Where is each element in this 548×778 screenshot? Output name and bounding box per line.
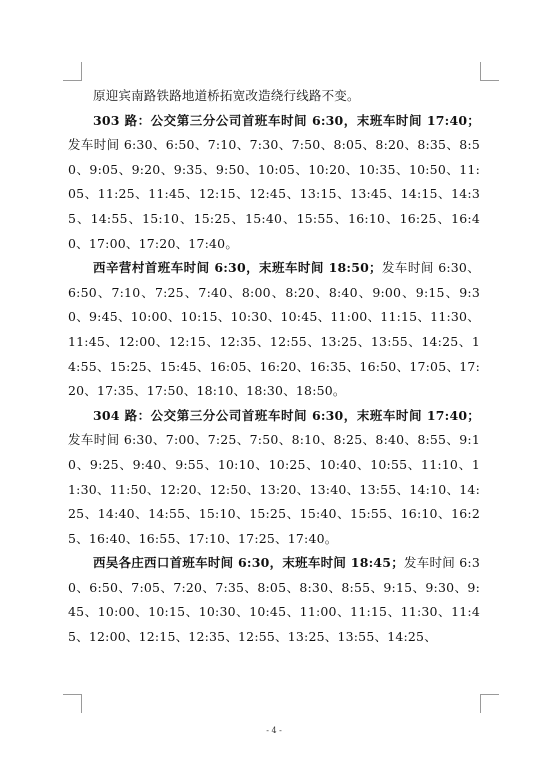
schedule-heading: 303 路：公交第三分公司首班车时间 6:30，末班车时间 17:40； [93, 112, 480, 128]
schedule-times: 发车时间 6:30、6:50、7:05、7:20、7:35、8:05、8:30、8:55、9:15、9:30、9:45、10:00、10:15、10:30、10:45、11:00、11:15、11:30、11:45、12:00、12:15、12:35、12:55、13:25、13:55、14:25、 [68, 555, 480, 645]
schedule-times: 发车时间 6:30、6:50、7:10、7:30、7:50、8:05、8:20、8:35、8:50、9:05、9:20、9:35、9:50、10:05、10:20、10:35、10:50、11:05、11:25、11:45、12:15、12:45、13:15、13:45、14:15、14:35、14:55、15:10、15:25、15:40、15:55、16:10、16:25、16:40、17:00、17:20、17:40。 [68, 137, 480, 251]
crop-mark-bottom-left [63, 694, 82, 713]
route-304-depot-schedule [68, 404, 480, 552]
route-304-xiwugezhuang-schedule [68, 551, 480, 649]
route-303-xixinying-schedule [68, 256, 480, 404]
schedule-heading: 西辛营村首班车时间 6:30，末班车时间 18:50； [93, 260, 382, 276]
page-number: - 4 - [266, 726, 282, 735]
schedule-times: 发车时间 6:30、6:50、7:10、7:25、7:40、8:00、8:20、8:40、9:00、9:15、9:30、9:45、10:00、10:15、10:30、10:45、11:00、11:15、11:30、11:45、12:00、12:15、12:35、12:55、13:25、13:55、14:25、14:55、15:25、15:45、16:05、16:20、16:35、16:50、17:05、17:20、17:35、17:50、18:10、18:30、18:50。 [68, 260, 481, 399]
schedule-heading: 304 路：公交第三分公司首班车时间 6:30，末班车时间 17:40； [93, 407, 480, 423]
crop-mark-top-right [480, 62, 499, 81]
document-body [68, 84, 480, 650]
crop-mark-top-left [63, 62, 82, 81]
detour-note-paragraph [68, 84, 480, 109]
schedule-heading: 西吴各庄西口首班车时间 6:30，末班车时间 18:45； [93, 555, 404, 571]
crop-mark-bottom-right [480, 694, 499, 713]
route-303-depot-schedule [68, 109, 480, 257]
paragraph-text: 原迎宾南路铁路地道桥拓宽改造绕行线路不变。 [93, 88, 360, 103]
schedule-times: 发车时间 6:30、7:00、7:25、7:50、8:10、8:25、8:40、8:55、9:10、9:25、9:40、9:55、10:10、10:25、10:40、10:55、11:10、11:30、11:50、12:20、12:50、13:20、13:40、13:55、14:10、14:25、14:40、14:55、15:10、15:25、15:40、15:55、16:10、16:25、16:40、16:55、17:10、17:25、17:40。 [68, 432, 480, 546]
